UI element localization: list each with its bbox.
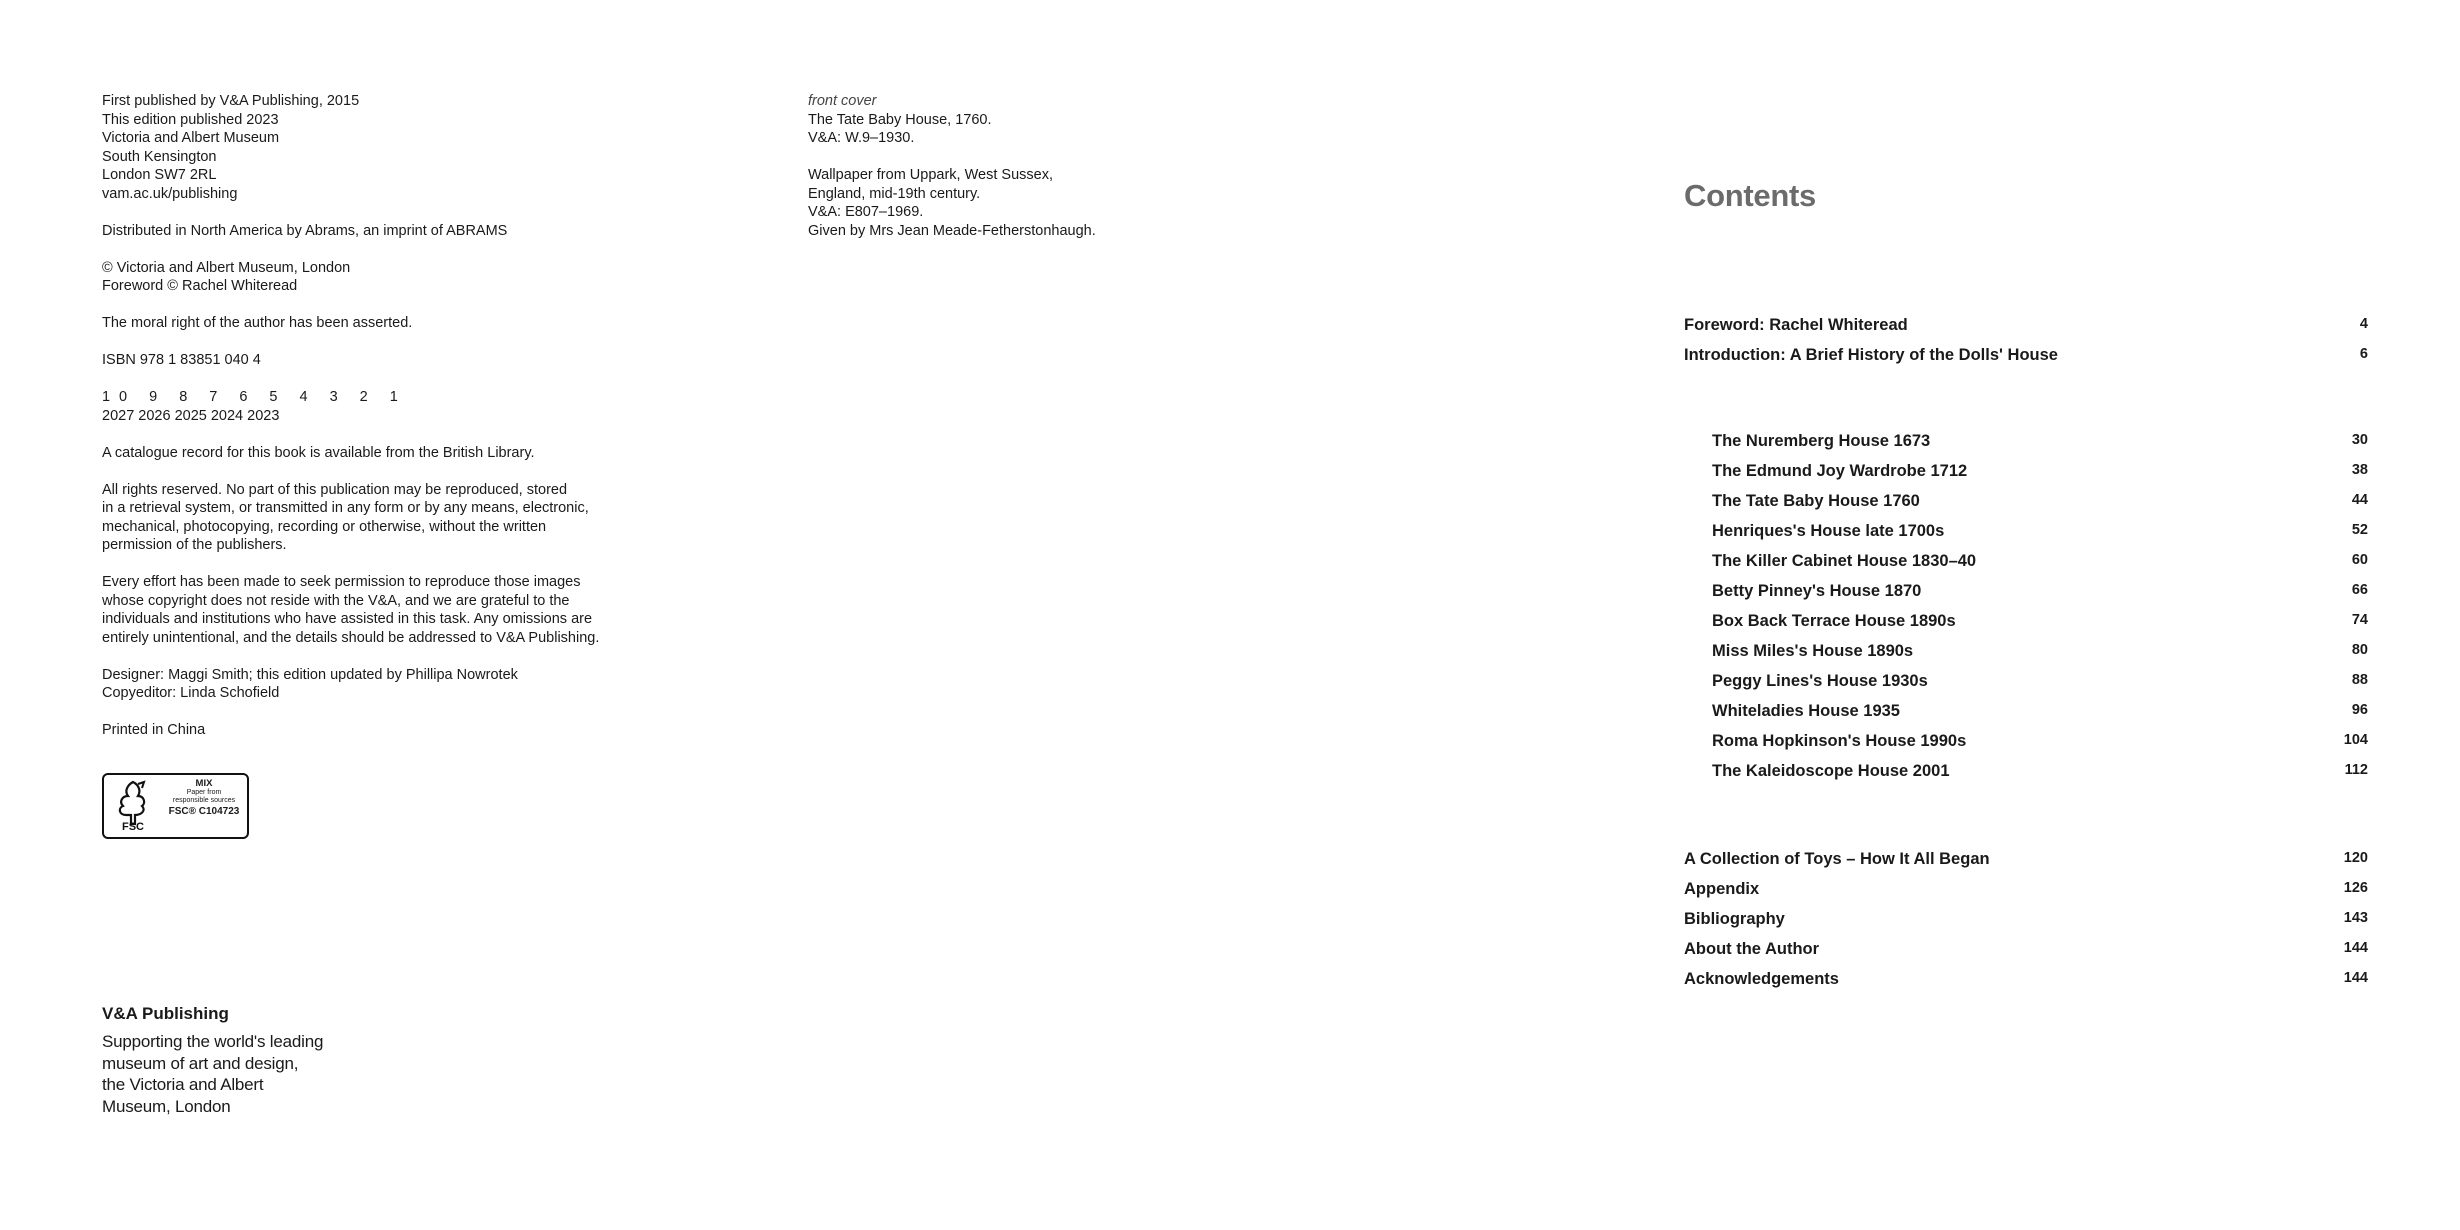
toc-entry-title: A Collection of Toys – How It All Began [1684, 850, 1990, 868]
cover-line: V&A: E807–1969. [808, 204, 924, 220]
cover-label: front cover [808, 93, 877, 109]
imprint-line: in a retrieval system, or transmitted in any form or by any means, electronic, [102, 500, 589, 516]
imprint-line: A catalogue record for this book is available from the British Library. [102, 444, 535, 461]
toc-entry-page: 112 [2344, 762, 2368, 778]
toc-entry[interactable] [1684, 702, 2368, 732]
cover-line: Wallpaper from Uppark, West Sussex, [808, 167, 1053, 183]
toc-entry-page: 6 [2359, 346, 2368, 362]
imprint-line: vam.ac.uk/publishing [102, 185, 238, 202]
toc-entry-title: Whiteladies House 1935 [1712, 702, 1900, 720]
toc-entry[interactable] [1684, 732, 2368, 762]
toc-entry-title: Peggy Lines's House 1930s [1712, 672, 1928, 690]
publisher-name: V&A Publishing [102, 1004, 229, 1023]
imprint-publication [102, 92, 662, 203]
toc-entry-page: 4 [2359, 316, 2368, 332]
toc-end-section [1684, 850, 2368, 1000]
imprint-line: Printed in China [102, 722, 206, 738]
cover-credit-1 [808, 111, 1208, 148]
fsc-label [162, 779, 246, 817]
publisher-line: museum of art and design, [102, 1053, 299, 1073]
toc-entry-title: Roma Hopkinson's House 1990s [1712, 732, 1967, 750]
cover-credit-2 [808, 166, 1208, 240]
toc-entry[interactable] [1684, 582, 2368, 612]
toc-entry-page: 30 [2351, 432, 2368, 448]
imprint-line: whose copyright does not reside with the V&A, and we are grateful to the [102, 592, 570, 609]
imprint-line: Victoria and Albert Museum [102, 130, 280, 146]
imprint-copyright [102, 259, 662, 296]
imprint-line: mechanical, photocopying, recording or otherwise, without the written [102, 518, 547, 535]
toc-entry-page: 60 [2351, 552, 2368, 568]
cover-credits [808, 92, 1208, 259]
imprint-line: © Victoria and Albert Museum, London [102, 259, 351, 276]
toc-entry[interactable] [1684, 432, 2368, 462]
publisher-line: the Victoria and Albert [102, 1075, 264, 1094]
publisher-line: Supporting the world's leading [102, 1032, 324, 1051]
imprint-line: Copyeditor: Linda Schofield [102, 685, 280, 701]
toc-entry-page: 143 [2343, 910, 2368, 926]
toc-entry-title: Box Back Terrace House 1890s [1712, 612, 1956, 630]
toc-entry-title: The Tate Baby House 1760 [1712, 492, 1920, 510]
toc-entry-title: The Kaleidoscope House 2001 [1712, 762, 1950, 780]
imprint-line: individuals and institutions who have assisted in this task. Any omissions are [102, 611, 593, 627]
imprint-line: The moral right of the author has been asserted. [102, 315, 413, 331]
toc-entry-page: 44 [2351, 492, 2368, 508]
toc-entry-title: Appendix [1684, 880, 1760, 898]
toc-entry-title: The Killer Cabinet House 1830–40 [1712, 552, 1977, 570]
fsc-logo [102, 773, 249, 839]
toc-entry-page: 120 [2343, 850, 2368, 866]
imprint-line: Distributed in North America by Abrams, an imprint of ABRAMS [102, 222, 508, 239]
imprint-line: All rights reserved. No part of this publication may be reproduced, stored [102, 481, 568, 498]
toc-entry[interactable] [1684, 346, 2368, 376]
imprint-line: First published by V&A Publishing, 2015 [102, 93, 360, 109]
cover-line: V&A: W.9–1930. [808, 130, 915, 146]
imprint-print-line [102, 388, 662, 425]
toc-entry[interactable] [1684, 910, 2368, 940]
toc-entry-page: 144 [2343, 940, 2368, 956]
imprint-line: 10 9 8 7 6 5 4 3 2 1 [102, 389, 407, 405]
toc-entry-page: 38 [2351, 462, 2368, 478]
contents-title: Contents [1684, 178, 1816, 213]
toc-entry-page: 74 [2351, 612, 2368, 628]
fsc-mix: MIX [195, 778, 213, 789]
fsc-sub2: responsible sources [172, 797, 236, 804]
toc-entry-page: 80 [2351, 642, 2368, 658]
imprint-credits [102, 666, 662, 703]
imprint-printed-in [102, 721, 662, 740]
toc-entry[interactable] [1684, 492, 2368, 522]
toc-entry-page: 66 [2351, 582, 2368, 598]
toc-entry-page: 52 [2351, 522, 2368, 538]
imprint-line: 2027 2026 2025 2024 2023 [102, 407, 280, 424]
imprint-line: Foreword © Rachel Whiteread [102, 278, 298, 294]
imprint-line: This edition published 2023 [102, 111, 279, 128]
imprint-line: South Kensington [102, 148, 217, 165]
toc-entry[interactable] [1684, 612, 2368, 642]
imprint-rights [102, 481, 662, 555]
toc-entry-title: The Edmund Joy Wardrobe 1712 [1712, 462, 1968, 480]
imprint-distribution [102, 222, 662, 241]
toc-entry[interactable] [1684, 762, 2368, 792]
publisher-line: Museum, London [102, 1096, 231, 1116]
imprint-line: permission of the publishers. [102, 537, 287, 553]
toc-entry-title: Betty Pinney's House 1870 [1712, 582, 1922, 600]
toc-entry-title: Foreword: Rachel Whiteread [1684, 316, 1908, 334]
toc-entry[interactable] [1684, 940, 2368, 970]
toc-entry-page: 104 [2343, 732, 2368, 748]
imprint-isbn [102, 351, 662, 370]
toc-entry[interactable] [1684, 316, 2368, 346]
toc-houses-section [1684, 432, 2368, 792]
toc-entry[interactable] [1684, 850, 2368, 880]
toc-entry-title: Miss Miles's House 1890s [1712, 642, 1914, 660]
toc-entry[interactable] [1684, 642, 2368, 672]
publisher-block [102, 1003, 422, 1117]
toc-entry[interactable] [1684, 880, 2368, 910]
toc-entry-title: Bibliography [1684, 910, 1785, 928]
toc-entry-title: The Nuremberg House 1673 [1712, 432, 1931, 450]
imprint-line: London SW7 2RL [102, 167, 217, 183]
toc-entry[interactable] [1684, 552, 2368, 582]
imprint-catalogue [102, 444, 662, 463]
toc-entry-title: Acknowledgements [1684, 970, 1839, 988]
toc-entry-page: 126 [2343, 880, 2368, 896]
toc-entry-page: 96 [2351, 702, 2368, 718]
imprint-line: Designer: Maggi Smith; this edition updated by Phillipa Nowrotek [102, 666, 518, 683]
imprint-line: entirely unintentional, and the details should be addressed to V&A Publishing. [102, 629, 600, 646]
imprint-line: Every effort has been made to seek permission to reproduce those images [102, 574, 581, 590]
toc-entry-title: Henriques's House late 1700s [1712, 522, 1945, 540]
imprint-block [102, 92, 662, 758]
imprint-line: ISBN 978 1 83851 040 4 [102, 352, 261, 368]
fsc-sub1: Paper from [186, 789, 222, 796]
toc-entry-title: Introduction: A Brief History of the Dolls' House [1684, 346, 2058, 364]
toc-entry[interactable] [1684, 672, 2368, 702]
toc-entry-title: About the Author [1684, 940, 1820, 958]
fsc-tree-icon [108, 778, 158, 834]
cover-line: England, mid-19th century. [808, 185, 981, 202]
toc-main-section [1684, 316, 2368, 376]
toc-entry[interactable] [1684, 462, 2368, 492]
toc-entry-page: 144 [2343, 970, 2368, 986]
fsc-code: FSC® C104723 [168, 806, 240, 817]
fsc-mark: FSC [122, 821, 144, 833]
imprint-permissions [102, 573, 662, 647]
cover-line: Given by Mrs Jean Meade-Fetherstonhaugh. [808, 222, 1096, 239]
cover-line: The Tate Baby House, 1760. [808, 111, 992, 128]
toc-entry[interactable] [1684, 970, 2368, 1000]
toc-entry[interactable] [1684, 522, 2368, 552]
toc-entry-page: 88 [2351, 672, 2368, 688]
imprint-moral-right [102, 314, 662, 333]
